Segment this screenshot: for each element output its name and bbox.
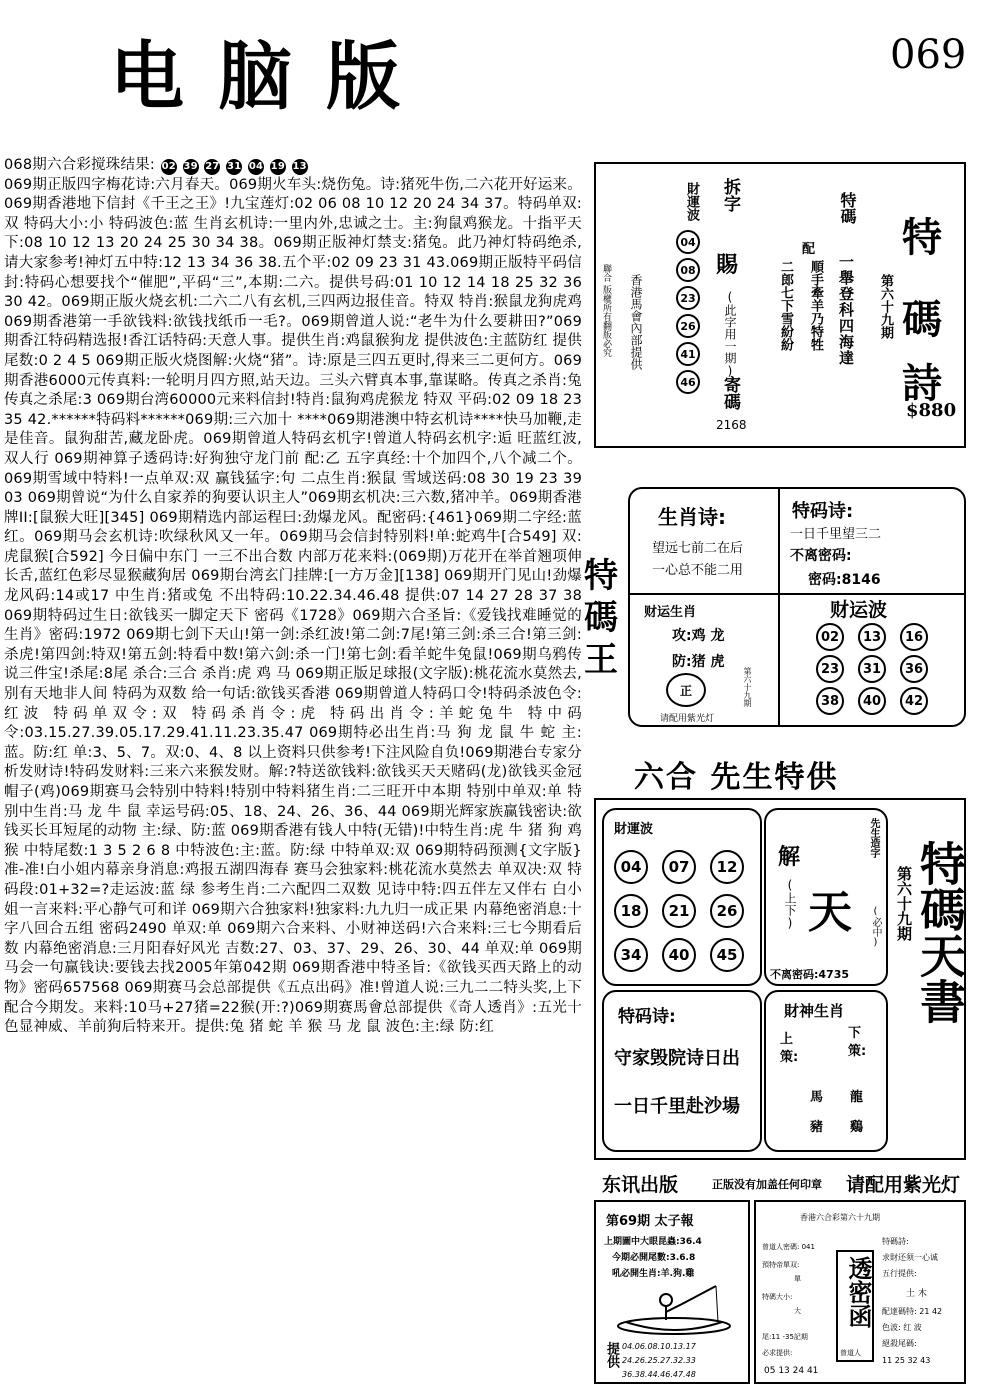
xs-label: 先生造字 xyxy=(868,818,879,858)
shangxia-label: (上下) xyxy=(783,878,797,930)
tianshu-heading: 六合 先生特供 xyxy=(634,760,839,795)
wave-number: 36 xyxy=(900,655,928,683)
stamp-issue: 第六十九期 xyxy=(743,667,752,707)
toumi-b6: 色波: 红 波 xyxy=(882,1323,922,1332)
cy-title: 财运生肖 xyxy=(644,605,697,620)
wave-number: 31 xyxy=(858,655,886,683)
fisherman-illustration xyxy=(606,1282,742,1340)
wave-number: 26 xyxy=(710,894,744,928)
title-char-3: 詩 xyxy=(902,361,942,407)
tm-line-1: 一日千里望三二 xyxy=(790,527,882,542)
tianshu-side-title: 特碼天書 xyxy=(913,840,967,1024)
tianshu-tm-line-1: 守家毁院诗日出 xyxy=(614,1048,740,1069)
wave-number: 41 xyxy=(676,342,700,366)
chai-char: 賜 xyxy=(716,253,739,278)
wave-number: 38 xyxy=(816,687,844,715)
wave-numbers xyxy=(676,230,704,394)
issue-number: 069 xyxy=(890,32,967,78)
toumi-big: 透密函 xyxy=(844,1256,872,1328)
wave-number: 12 xyxy=(710,850,744,884)
caishen-zodiac: 鷄 xyxy=(850,1120,864,1135)
tema-poem-panel xyxy=(594,162,966,448)
wave-number: 07 xyxy=(662,850,696,884)
pei-label: 配 xyxy=(802,242,816,257)
wave-number: 40 xyxy=(662,938,696,972)
temawang-char-3: 王 xyxy=(584,640,618,680)
big-char: 天 xyxy=(808,887,852,938)
result-ball: 27 xyxy=(204,159,220,175)
jie-label: 解 xyxy=(778,845,801,870)
toumi-big-box xyxy=(836,1250,874,1362)
caishen-title: 財神生肖 xyxy=(784,1002,845,1020)
cy-attack: 攻:鸡 龙 xyxy=(672,628,725,644)
caishen-zodiac: 馬 xyxy=(810,1090,824,1105)
results-line xyxy=(4,156,582,176)
result-ball: 04 xyxy=(248,159,264,175)
wave-number: 23 xyxy=(816,655,844,683)
toumi-b3: 五行提供: xyxy=(882,1269,917,1278)
tianshu-panel xyxy=(594,798,966,1160)
toumi-a1: 曾道人密碼: 041 xyxy=(762,1243,815,1251)
tianshu-side-issue: 第六十九期 xyxy=(895,866,913,941)
toumi-bottom: 05 13 24 41 xyxy=(764,1366,819,1376)
sx-line-2: 一心总不能二用 xyxy=(652,563,744,578)
wave-number: 04 xyxy=(614,850,648,884)
toumi-a4: 特碼大小: xyxy=(762,1293,793,1301)
wave-number: 04 xyxy=(676,230,700,254)
tianshu-tm-box xyxy=(602,990,762,1152)
taizi-offer-3: 36.38.44.46.47.48 xyxy=(622,1370,696,1379)
poem-line-1: 一舉登科四海達 xyxy=(837,254,855,366)
buli-mima: 不离密码:4735 xyxy=(770,968,850,981)
price-label: $880 xyxy=(906,400,957,421)
caishen-box xyxy=(764,990,888,1152)
issue-label: 第六十九期 xyxy=(878,274,893,339)
taizi-line-2: 今期必開尾數:3.6.8 xyxy=(612,1253,696,1263)
taizi-offer-2: 24.26.25.27.32.33 xyxy=(622,1356,696,1365)
tianshu-wave-box xyxy=(602,808,762,986)
results-label: 068期六合彩搅珠结果: xyxy=(4,157,155,173)
sx-line-1: 望远七前二在后 xyxy=(652,541,744,556)
toumi-a2: 預特帝單双: xyxy=(762,1261,800,1269)
page-title: 电脑版 xyxy=(110,34,434,120)
tianshu-tm-title: 特码诗: xyxy=(618,1007,676,1027)
toumi-big-sub: 曾道人 xyxy=(840,1349,861,1357)
poem-line-2: 順手牽羊乃特牲 xyxy=(808,260,823,351)
caishen-zodiac: 豬 xyxy=(810,1120,824,1135)
uv-note-2: 请配用紫光灯 xyxy=(846,1174,961,1196)
wave-number: 23 xyxy=(676,286,700,310)
wave-number: 42 xyxy=(900,687,928,715)
wave-number: 13 xyxy=(858,623,886,651)
toumi-b7: 絕殺尾碼: xyxy=(882,1339,917,1348)
toumi-b2: 求財还须一心诚 xyxy=(882,1253,938,1262)
temawang-panel xyxy=(628,487,966,727)
cy-defend: 防:猪 虎 xyxy=(672,654,725,670)
wave-number: 08 xyxy=(676,258,700,282)
wave-grid xyxy=(816,623,946,715)
wave-number: 26 xyxy=(676,314,700,338)
chai-label: 拆字 xyxy=(720,178,740,212)
result-ball: 13 xyxy=(292,159,308,175)
copyright-note: 正版没有加盖任何印章 xyxy=(712,1178,822,1191)
tianshu-tm-line-2: 一日千里赴沙場 xyxy=(614,1096,740,1117)
toumi-b5: 配達碼特: 21 42 xyxy=(882,1307,943,1316)
stamp-char: 正 xyxy=(679,683,692,698)
title-char-2: 碼 xyxy=(902,297,942,343)
publisher: 东讯出版 xyxy=(602,1174,679,1196)
stamp xyxy=(666,673,706,707)
toumi-b4: 土 木 xyxy=(906,1289,927,1299)
caishen-down: 下 xyxy=(848,1026,862,1041)
toumi-a3: 單 xyxy=(794,1275,801,1283)
tianshu-wave-grid xyxy=(614,850,744,972)
temawang-char-1: 特 xyxy=(584,556,618,596)
toumi-b8: 11 25 32 43 xyxy=(882,1356,931,1365)
result-ball: 39 xyxy=(183,159,199,175)
tm-title: 特码诗: xyxy=(792,501,854,522)
tema-label: 特碼 xyxy=(838,192,857,224)
taizi-title: 第69期 太子報 xyxy=(606,1214,694,1229)
main-article xyxy=(4,156,582,1038)
taizi-line-3: 吼必開生肖:羊.狗.雞 xyxy=(612,1269,695,1279)
wave-number: 02 xyxy=(816,623,844,651)
toumi-title: 香港六合彩第六十九期 xyxy=(800,1213,880,1222)
tm-mima: 密码:8146 xyxy=(808,572,881,588)
wave-number: 34 xyxy=(614,938,648,972)
toumi-a6: 尾:11 -35記期 xyxy=(762,1333,808,1341)
temawang-char-2: 碼 xyxy=(584,598,618,638)
caishen-up-label: 策: xyxy=(780,1050,799,1065)
title-char-1: 特 xyxy=(902,215,942,261)
toumi-panel xyxy=(754,1200,966,1384)
uv-note: 请配用紫光灯 xyxy=(660,714,715,724)
taizi-panel xyxy=(594,1200,750,1384)
toumi-b1: 特碼詩: xyxy=(882,1237,909,1246)
caishen-down-label: 策: xyxy=(848,1044,867,1059)
jie-box xyxy=(764,808,888,986)
wave-number: 45 xyxy=(710,938,744,972)
result-ball: 19 xyxy=(270,159,286,175)
wave-number: 16 xyxy=(900,623,928,651)
sx-title: 生肖诗: xyxy=(658,505,726,529)
chai-note: (此字用一期) xyxy=(723,290,737,378)
wave-number: 21 xyxy=(662,894,696,928)
taizi-line-1: 上期圖中大眼昆蟲:36.4 xyxy=(604,1237,702,1247)
taizi-offer-1: 04.06.08.10.13.17 xyxy=(622,1342,696,1351)
tm-mima-label: 不离密码: xyxy=(790,548,852,564)
xs-note: (必中) xyxy=(870,906,881,948)
wave-number: 18 xyxy=(614,894,648,928)
result-ball: 02 xyxy=(161,159,177,175)
source-note: 香港馬會內部提供 xyxy=(629,274,643,370)
code-number: 2168 xyxy=(716,418,747,432)
tianshu-wave-label: 財運波 xyxy=(614,822,654,837)
side-note: 聯合 版權所有翻版必究 xyxy=(601,264,611,357)
chai-tail: 寄碼 xyxy=(720,376,740,410)
toumi-a7: 必求提供: xyxy=(762,1349,793,1357)
toumi-a5: 大 xyxy=(794,1307,801,1315)
taizi-offer-label: 提供 xyxy=(604,1342,619,1368)
main-body-text: 069期正版四字梅花诗:六月春天。069期火车头:烧伤兔。诗:猪死牛伤,二六花开好运来。069期香港地下信封《千王之王》!九宝莲灯:02 06 08 10 12 20 24 34 37。特码单双:双 特码大小:小 特码波色:蓝 生肖玄机诗:一里内外,忠诚之士。主:狗鼠鸡猴龙。十指平天下:08 10 12 13 20 24 25 30 34 38。069期正版神灯禁支:猪兔。此乃神灯特码绝杀,请大家参考!神灯五中特:12 13 34 36 38.五个平:02 09 23 31 43.069期正版特平码信封:特码心想要找个“催肥”,平码“三”,本期:二六。提供号码:01 10 12 14 18 25 32 36 30 42。069期正版火烧玄机:二六二八有玄机,三四两边报佳音。特双 特肖:猴鼠龙狗虎鸡 069期香港第一手欲钱料:欲钱找纸币一毛?。069期曾道人说:“老牛为什么要耕田?”069期香江特码精选报!香江话特码:天意人事。提供生肖:鸡鼠猴狗龙 提供波色:主蓝防红 提供尾数:0 2 4 5 069期正版火烧图解:火烧“猪”。诗:原是三四五更时,得来三二更何方。069期香港6000元传真料:一轮明月四方照,站天边。三头六臂真本事,靠谋略。传真之杀肖:兔 传真之杀尾:3 069期台湾60000元来料信封!特肖:鼠狗鸡虎猴龙 特双 平码:02 09 18 23 35 42.******特码料******069期:三六加十 ****069期港澳中特玄机诗****快马加鞭,走是佳音。鼠狗甜苦,藏龙卧虎。069期曾道人特码玄机字!曾道人特码玄机字:逅 旺蓝红波,双人行 069期神算子透码诗:好狗独守龙门前 配:乙 五字真经:十个加四个,八个减二个。069期雪域中特料!一点单双:双 赢钱猛字:句 二点生肖:猴鼠 雪域送码:08 30 19 23 39 03 069期曾说“为什么自家养的狗要认识主人”069期玄机决:三六数,猪冲羊。069期香港牌II:[鼠猴大旺][345] 069期精选内部运程曰:劲爆龙风。配密码:{461}069期二字经:蓝红。069期马会玄机诗:吹绿秋风又一年。069期马会信封特别料!单:蛇鸡牛[合549] 双:虎鼠猴[合592] 今日偏中东门 一三不出合数 内部万花来料:(069期)万花开在举首翘项伸长舌,蓝红色彩尽显猴藏狗居 069期台湾玄门挂牌:[一方万金][138] 069期开门见山!劲爆龙风码:14或17 中生肖:猪或兔 不出特码:10.22.34.46.48 提供:07 14 27 28 37 38 069期特码过生日:欲钱买一脚定天下 密码《1728》069期六合圣旨:《爱钱找难睡觉的生肖》密码:1972 069期七剑下天山!第一剑:杀红波!第二剑:7尾!第三剑:杀三合!第三剑:杀虎!第四剑:特双!第五剑:特看中数!第六剑:杀一门!第七剑:看羊蛇牛兔鼠!069期乌鸦传说三件宝!杀尾:8尾 杀合:三合 杀肖:虎 鸡 马 069期正版足球报(文字版):桃花流水莫然去,别有天地非人间 特码为双数 给一句话:欲钱买香港 069期曾道人特码口令!特码杀波色令:红波 特码单双令:双 特码杀肖令:虎 特码出肖令:羊蛇兔牛 特中码令:03.15.27.39.05.17.29.41.11.23.35.47 069期特必出生肖:马 狗 龙 鼠 牛 蛇 主:蓝。防:红 单:3、5、7。双:0、4、8 以上资料只供参考!下注风险自负!069期港台专家分析发财诗!特码发财料:三来六来猴发财。解:?特送欲钱料:欲钱买天天赌码(龙)欲钱买金冠帽子(鸡)069期赛马会特别中特料!特别中特料猪生肖:二三旺开中本期 特别中单双:单 特别中生肖:马 龙 牛 鼠 幸运号码:05、18、24、26、36、44 069期光辉家族赢钱密诀:欲钱买长耳短尾的动物 主:绿、防:蓝 069期香港有钱人中特(无错)!中特生肖:虎 牛 猪 狗 鸡 猴 中特尾数:1 3 5 2 6 8 中特波色:主:蓝。防:绿 中特单双:双 069期特码预测{文字版}准-准!白小姐内幕亲身消息:鸡报五湖四海春 赛马会独家料:桃花流水莫然去 单双决:双 特码段:01+32=?走运波:蓝 绿 参考生肖:二六配四二双数 见诗中特:四五伴左又伴右 白小姐一言来料:平心静气可和详 069期六合独家料!独家料:九九归一成正果 内幕绝密消息:十字八回合五组 密码2490 单双:单 069期六合来料、小财神送码!六合来料:三七今期看后数 内幕绝密消息:三月阳春好风光 吉数:27、03、37、29、26、30、44 单双:单 069期马会一句赢钱诀:要钱去找2005年第042期 069期香港中特圣旨:《欲钱买西天路上的动物》密码657568 069期赛马会总部提供《五点出码》准!曾道人说:三九二二特头奖,上下配合今期发。来料:10马+27猪=22猴(开:?)069期赛馬會总部提供《奇人透肖》:五光十色显神威、羊前狗后特来开。提供:兔 猪 蛇 羊 猴 马 龙 鼠 波色:主:绿 防:红 xyxy=(4,176,582,1036)
result-ball: 31 xyxy=(226,159,242,175)
poem-line-3: 二郎七下雪紛紛 xyxy=(778,260,793,351)
wave-label: 財運波 xyxy=(684,182,699,221)
wave-number: 40 xyxy=(858,687,886,715)
caishen-up: 上 xyxy=(780,1032,794,1047)
wave-number: 46 xyxy=(676,370,700,394)
caishen-zodiac: 龍 xyxy=(850,1090,864,1105)
wave-title: 财运波 xyxy=(830,599,888,621)
